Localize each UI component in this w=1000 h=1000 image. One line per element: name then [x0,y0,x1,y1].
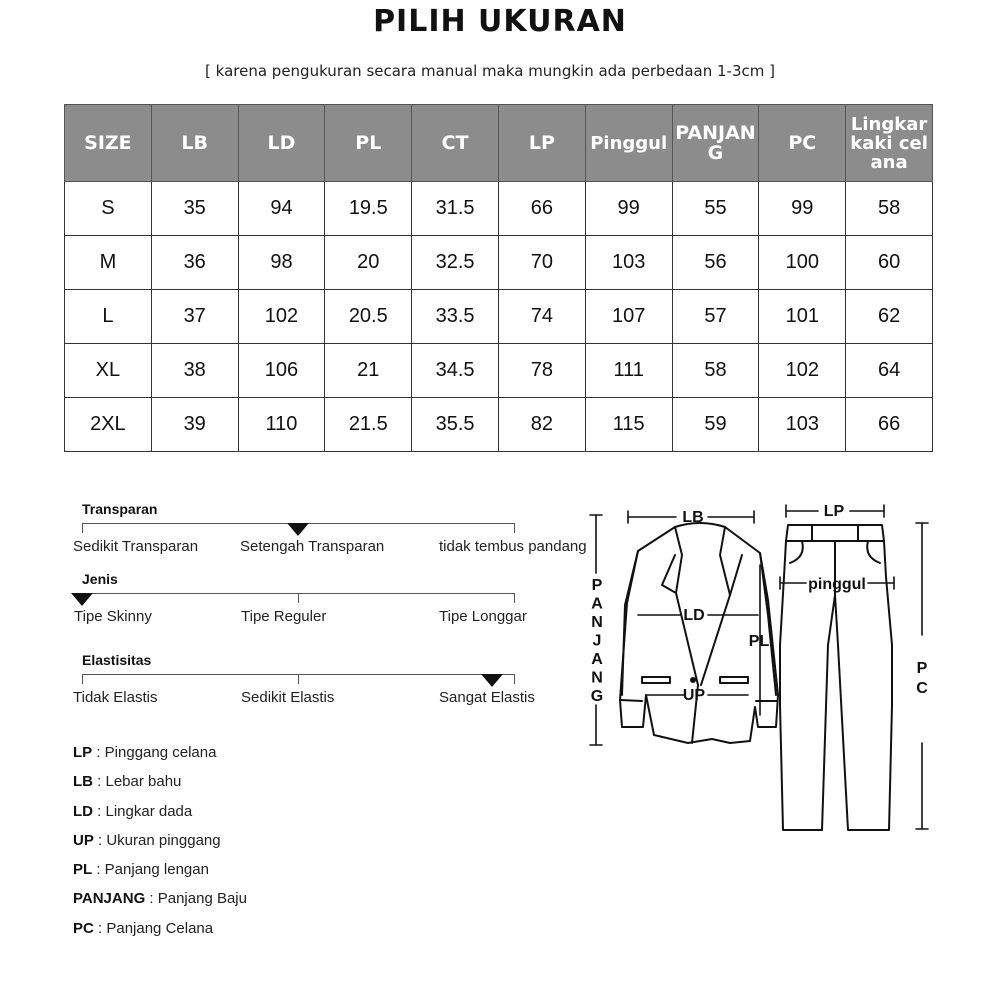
table-cell: 99 [759,182,846,236]
table-cell: L [65,290,152,344]
table-cell: 35 [151,182,238,236]
pinggul-label: pinggul [808,576,866,593]
table-cell: 56 [672,236,759,290]
table-cell: 21 [325,344,412,398]
table-cell: 62 [846,290,933,344]
table-cell: 38 [151,344,238,398]
pants-pocket-left [790,541,803,563]
table-cell: 100 [759,236,846,290]
table-cell: 58 [846,182,933,236]
scale-tick [82,523,83,533]
header-lingkar-kaki: Lingkar kaki celana [846,105,933,182]
legend-item [73,861,247,890]
scale-label: Transparan [82,501,158,517]
table-cell: 19.5 [325,182,412,236]
jacket-lapel [701,527,730,685]
legend-abbr: PANJANG [73,890,146,908]
jacket-sleeve-cuff-left [621,700,642,701]
scale-tick [298,593,299,603]
table-cell: 94 [238,182,325,236]
lb-label: LB [682,509,704,526]
table-cell: 99 [585,182,672,236]
header-lb: LB [151,105,238,182]
pants-pocket-right [867,541,880,563]
pants-belt-loops [812,525,858,541]
jacket-sleeve-left [622,551,638,695]
table-cell: 20 [325,236,412,290]
table-cell: 36 [151,236,238,290]
scale-marker [287,523,309,536]
legend-abbr: UP [73,831,94,849]
scale-marker [71,593,93,606]
table-cell: 98 [238,236,325,290]
table-cell: 70 [498,236,585,290]
jacket-pocket-left [642,677,670,683]
table-row [65,398,933,452]
legend-desc: : Lebar bahu [93,773,182,791]
table-cell: 21.5 [325,398,412,452]
header-pl: PL [325,105,412,182]
legend-item [73,773,247,802]
header-ct: CT [412,105,499,182]
ld-label: LD [683,607,705,624]
legend-abbr: PL [73,861,93,879]
table-cell: 35.5 [412,398,499,452]
table-cell: 57 [672,290,759,344]
jacket-lapel-notch [662,555,676,593]
scale-tick [514,523,515,533]
table-cell: 2XL [65,398,152,452]
scale-marker [481,674,503,687]
legend-desc: : Panjang Celana [93,919,214,937]
table-cell: 34.5 [412,344,499,398]
table-cell: 115 [585,398,672,452]
table-cell: 33.5 [412,290,499,344]
scale-option: Tipe Skinny [74,608,152,625]
page-title: PILIH UKURAN [373,4,627,39]
table-cell: S [65,182,152,236]
table-cell: 103 [585,236,672,290]
jacket-lapel-notch-right [730,555,742,595]
legend-item [73,803,247,832]
scale-option: Tipe Longgar [439,608,527,625]
table-row [65,236,933,290]
scale-tick [82,674,83,684]
table-cell: 66 [498,182,585,236]
legend-item [73,744,247,773]
table-cell: 59 [672,398,759,452]
table-cell: 66 [846,398,933,452]
legend-abbr: LD [73,802,93,820]
table-cell: 78 [498,344,585,398]
table-row [65,290,933,344]
table-cell: 82 [498,398,585,452]
header-lp: LP [498,105,585,182]
legend-item [73,832,247,861]
table-cell: 103 [759,398,846,452]
header-size: SIZE [65,105,152,182]
header-panjang: PANJANG [672,105,759,182]
measurement-legend [73,744,247,949]
legend-desc: : Panjang lengan [92,861,209,879]
legend-abbr: PC [73,919,94,937]
table-cell: 102 [759,344,846,398]
table-cell: 39 [151,398,238,452]
panjang-label: P A N J A N G [590,577,604,705]
scale-tick [298,674,299,684]
jacket-button [691,678,695,682]
size-chart-table [64,104,933,452]
table-cell: 74 [498,290,585,344]
scale-option: Sedikit Transparan [73,538,199,555]
pc-label: P C [916,660,928,697]
legend-abbr: LP [73,744,93,761]
table-cell: 31.5 [412,182,499,236]
measurement-diagram [580,495,940,840]
up-label: UP [682,687,706,704]
scale-option: Setengah Transparan [240,538,385,555]
scale-label: Elastisitas [82,652,152,668]
jacket-sleeve-right [760,553,776,695]
legend-item [73,920,247,949]
scale-label: Jenis [82,571,118,587]
table-cell: 106 [238,344,325,398]
table-cell: 110 [238,398,325,452]
table-row [65,344,933,398]
header-ld: LD [238,105,325,182]
size-chart-header-row [65,105,933,182]
table-cell: 55 [672,182,759,236]
table-cell: 60 [846,236,933,290]
table-cell: 20.5 [325,290,412,344]
table-cell: 32.5 [412,236,499,290]
table-cell: M [65,236,152,290]
jacket-collar [675,527,698,685]
table-cell: XL [65,344,152,398]
legend-desc: : Panjang Baju [145,890,247,908]
table-cell: 102 [238,290,325,344]
legend-desc: : Pinggang celana [92,744,217,761]
measurement-lines [590,505,928,829]
scale-option: tidak tembus pandang [439,538,587,555]
table-cell: 111 [585,344,672,398]
scale-tick [514,674,515,684]
scale-tick [514,593,515,603]
scale-option: Tipe Reguler [241,608,327,625]
pl-label: PL [748,633,770,650]
table-row [65,182,933,236]
scale-option: Sangat Elastis [439,689,535,706]
scale-option: Tidak Elastis [73,689,158,706]
legend-desc: : Lingkar dada [93,802,193,820]
pants-illustration [780,525,892,830]
lp-label: LP [823,503,845,520]
table-cell: 107 [585,290,672,344]
scale-option: Sedikit Elastis [241,689,335,706]
header-pc: PC [759,105,846,182]
legend-item [73,890,247,919]
table-cell: 58 [672,344,759,398]
page-subtitle: [ karena pengukuran secara manual maka mungkin ada perbedaan 1-3cm ] [205,62,775,80]
jacket-pocket-right [720,677,748,683]
legend-abbr: LB [73,773,93,791]
legend-desc: : Ukuran pinggang [93,831,221,849]
table-cell: 101 [759,290,846,344]
table-cell: 37 [151,290,238,344]
table-cell: 64 [846,344,933,398]
header-pinggul: Pinggul [585,105,672,182]
